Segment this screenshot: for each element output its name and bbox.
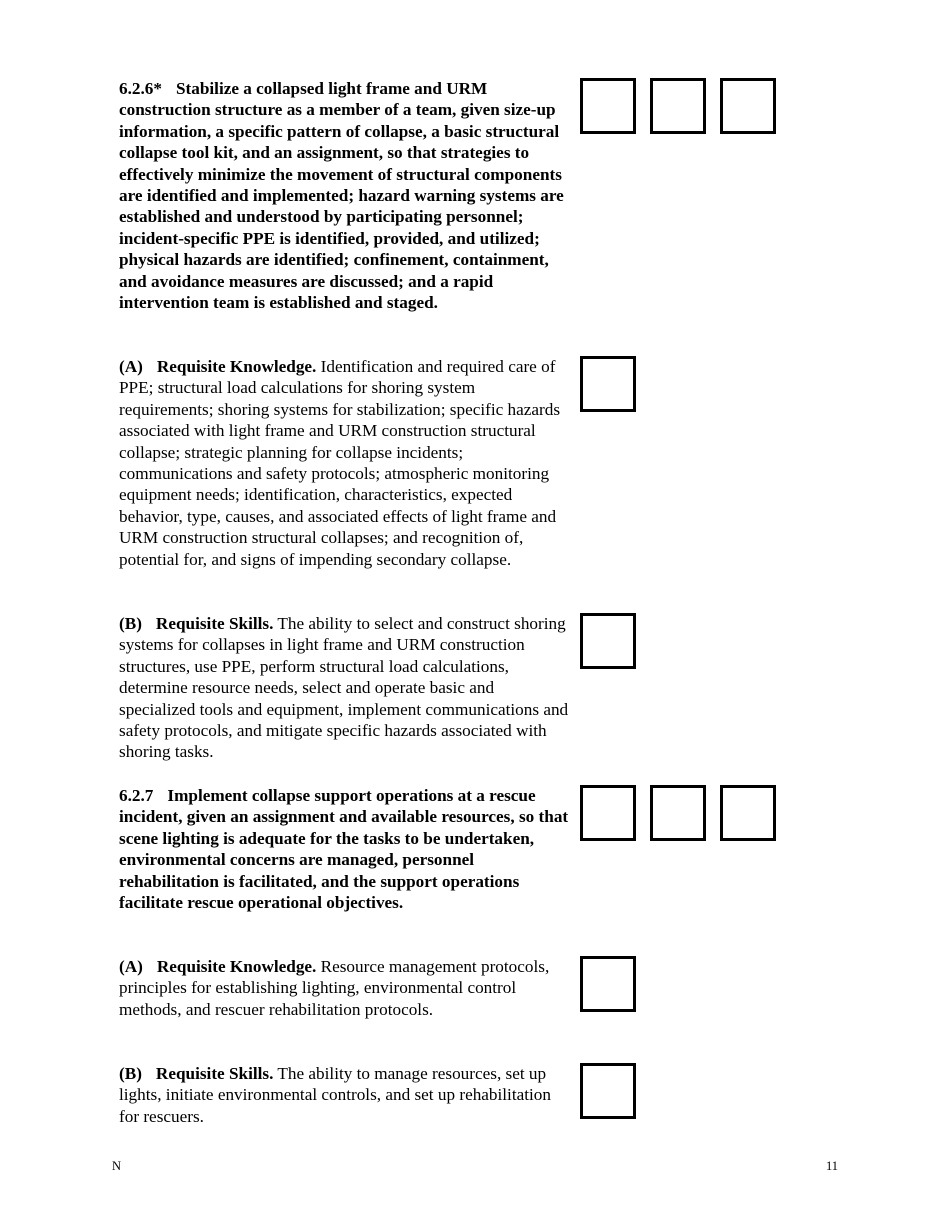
jpr-6-2-7 [119,785,569,913]
checkbox-skills-6-2-6[interactable] [580,613,636,669]
item-letter: (B) [119,1064,142,1083]
checkbox-6-2-6-1[interactable] [580,78,636,134]
item-heading: Requisite Skills. [155,614,274,633]
item-letter: (A) [119,957,143,976]
checkbox-6-2-7-3[interactable] [720,785,776,841]
checkbox-6-2-6-2[interactable] [650,78,706,134]
item-heading: Requisite Knowledge. [156,357,317,376]
jpr-number: 6.2.7 [119,786,154,805]
item-heading: Requisite Skills. [155,1064,274,1083]
item-text: Identification and required care of PPE; structural load calculations for shoring system requirements; shoring systems for stabilization; specific hazards associated with light frame and URM construction structural collapse; strategic planning for collapse incidents; communications and safety protocols; atmospheric monitoring equipment needs; identification, characteristics, expected behavior, type, causes, and associated effects of light frame and URM construction structural collapses; and recognition of, potential for, and signs of impending secondary collapse. [119,357,561,569]
checkbox-6-2-7-2[interactable] [650,785,706,841]
jpr-text: Implement collapse support operations at a rescue incident, given an assignment and available resources, so that scene lighting is adequate for the tasks to be undertaken, environmental concerns are managed, personnel rehabilitation is facilitated, and the support operations facilitate rescue operational objectives. [119,786,569,913]
requisite-skills-6-2-6 [119,613,569,763]
item-text: The ability to manage resources, set up lights, initiate environmental controls, and set up rehabilitation for rescuers. [119,1064,551,1126]
checkbox-knowledge-6-2-6[interactable] [580,356,636,412]
requisite-knowledge-6-2-6 [119,356,569,570]
jpr-text: Stabilize a collapsed light frame and URM construction structure as a member of a team, given size-up information, a specific pattern of collapse, a basic structural collapse tool kit, and an assignment, so that strategies to effectively minimize the movement of structural components are identified and implemented; hazard warning systems are established and understood by participating personnel; incident-specific PPE is identified, provided, and utilized; physical hazards are identified; confinement, containment, and avoidance measures are discussed; and a rapid intervention team is established and staged. [119,79,564,313]
item-text: The ability to select and construct shoring systems for collapses in light frame and URM construction structures, use PPE, perform structural load calculations, determine resource needs, select and operate basic and specialized tools and equipment, implement communications and safety protocols, and mitigate specific hazards associated with shoring tasks. [119,614,569,762]
item-letter: (A) [119,357,143,376]
item-heading: Requisite Knowledge. [156,957,317,976]
checkbox-6-2-7-1[interactable] [580,785,636,841]
checkbox-knowledge-6-2-7[interactable] [580,956,636,1012]
jpr-number: 6.2.6* [119,79,162,98]
checkbox-skills-6-2-7[interactable] [580,1063,636,1119]
checkbox-6-2-6-3[interactable] [720,78,776,134]
requisite-skills-6-2-7 [119,1063,569,1127]
footer-left-mark: N [112,1159,122,1173]
requisite-knowledge-6-2-7 [119,956,569,1020]
item-letter: (B) [119,614,142,633]
page-number: 11 [826,1159,839,1173]
item-text: Resource management protocols, principles for establishing lighting, environmental control methods, and rescuer rehabilitation protocols. [119,957,550,1019]
jpr-6-2-6 [119,78,569,313]
